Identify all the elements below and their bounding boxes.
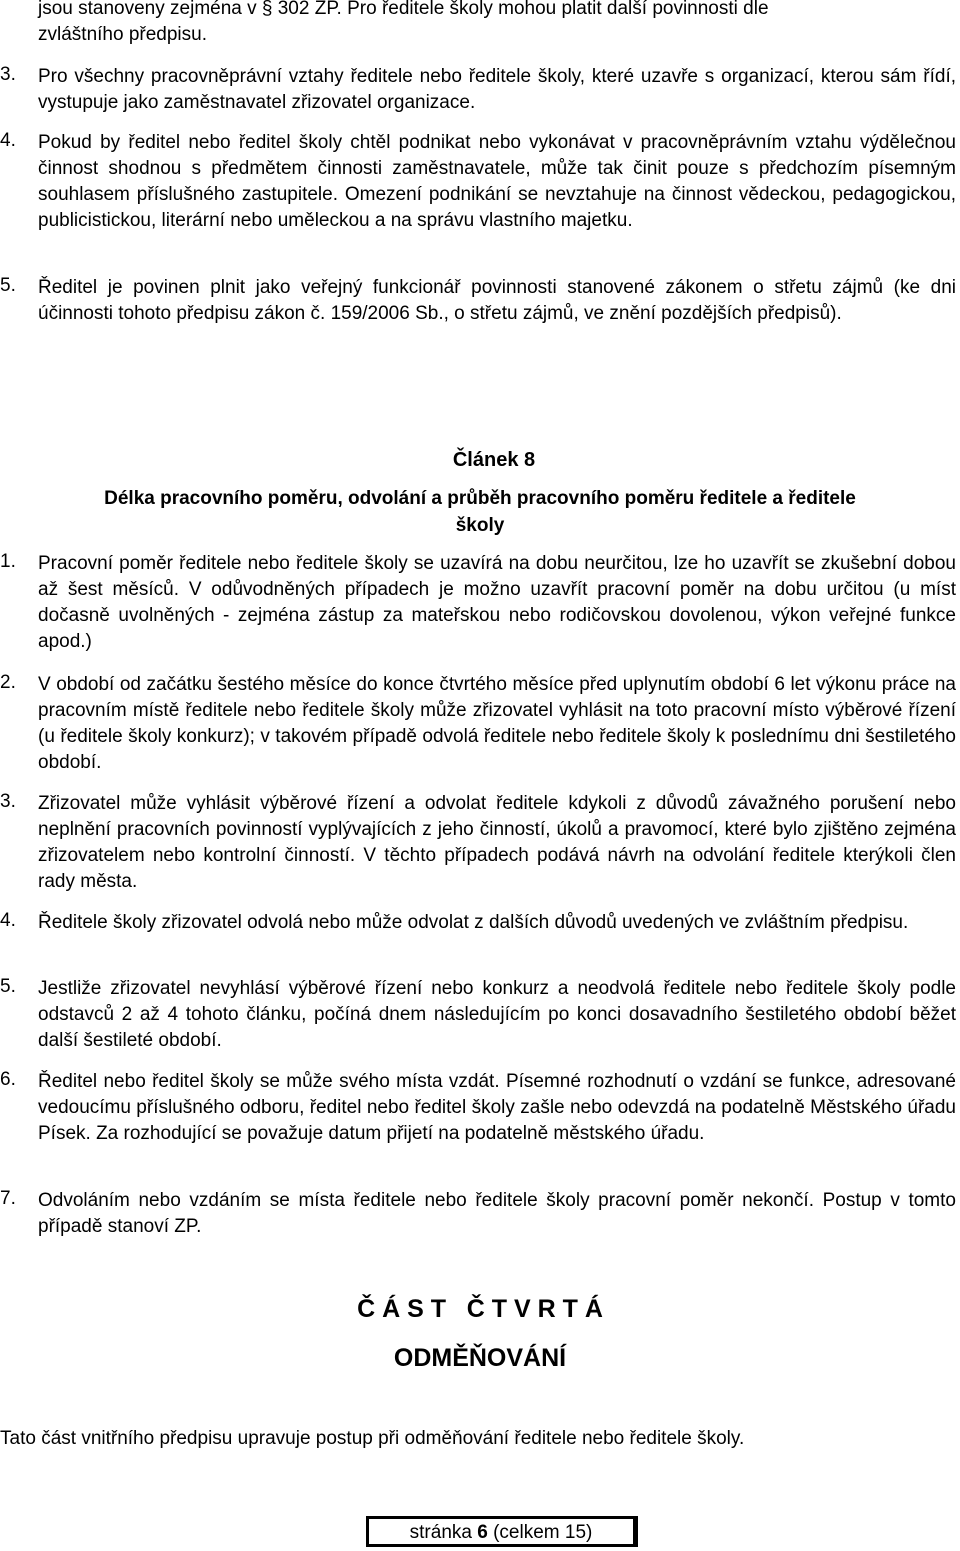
item-number: 4. xyxy=(0,910,16,931)
item-text: Pracovní poměr ředitele nebo ředitele školy se uzavírá na dobu neurčitou, lze ho uzavřít se zkušební dobou až šest měsíců. V odůvodněných případech je možno uzavřít pracovní poměr na dobu určitou (u míst dočasně uvolněných - zejména zástup za mateřskou nebo rodičovskou dovolenou, výkon veřejné funkce apod.) xyxy=(38,553,956,652)
item-number: 3. xyxy=(0,64,16,85)
article-subtitle-line-1: Délka pracovního poměru, odvolání a průběh pracovního poměru ředitele a ředitele xyxy=(104,488,856,509)
item-text: Pokud by ředitel nebo ředitel školy chtěl podnikat nebo vykonávat v pracovněprávním vztahu výdělečnou činnost shodnou s předmětem činnosti zaměstnavatele, může tak činit pouze s předchozím písemným souhlasem příslušného zastupitele. Omezení podnikání se nevztahuje na činnost vědeckou, pedagogickou, publicistickou, literární nebo uměleckou a na správu vlastního majetku. xyxy=(38,132,956,231)
item-number: 7. xyxy=(0,1188,16,1209)
item-text: Ředitel nebo ředitel školy se může svého místa vzdát. Písemné rozhodnutí o vzdání se funkce, adresované vedoucímu příslušného odboru, ředitel nebo ředitel školy zašle nebo odevzdá na podatelně Městského úřadu Písek. Za rozhodující se považuje datum přijetí na podatelně městského úřadu. xyxy=(38,1071,956,1144)
item-number: 5. xyxy=(0,275,16,296)
footer-prefix: stránka xyxy=(409,1522,478,1543)
item-number: 6. xyxy=(0,1069,16,1090)
paragraph-fragment xyxy=(38,0,956,48)
item-text: Odvoláním nebo vzdáním se místa ředitele nebo ředitele školy pracovní poměr nekončí. Postup v tomto případě stanoví ZP. xyxy=(38,1190,956,1237)
fragment-line-2: zvláštního předpisu. xyxy=(38,24,207,45)
footer-suffix: (celkem 15) xyxy=(487,1522,593,1543)
item-text: V období od začátku šestého měsíce do konce čtvrtého měsíce před uplynutím období 6 let výkonu práce na pracovním místě ředitele nebo ředitele školy může zřizovatel vyhlásit na toto pracovní místo výběrové řízení (u ředitele školy konkurz); v takovém případě odvolá ředitele nebo ředitele školy k poslednímu dni šestiletého období. xyxy=(38,674,956,773)
fragment-line-1: jsou stanoveny zejména v § 302 ZP. Pro ředitele školy mohou platit další povinnosti dle xyxy=(38,0,769,19)
item-text: Jestliže zřizovatel nevyhlásí výběrové řízení nebo konkurz a neodvolá ředitele nebo ředitele školy podle odstavců 2 až 4 tohoto článku, počíná dnem následujícím po konci dosavadního šestiletého období běžet další šestileté období. xyxy=(38,978,956,1051)
item-text: Zřizovatel může vyhlásit výběrové řízení a odvolat ředitele kdykoli z důvodů závažného porušení nebo neplnění pracovních povinností vyplývajících z jeho činností, úkolů a pravomocí, které bylo zjištěno zejména zřizovatelem nebo kontrolní činností. V těchto případech podává návrh na odvolání ředitele kterýkoli člen rady města. xyxy=(38,793,956,892)
item-number: 5. xyxy=(0,976,16,997)
item-number: 1. xyxy=(0,551,16,572)
page-footer xyxy=(366,1516,638,1547)
article-subtitle-line-2: školy xyxy=(455,515,505,536)
item-number: 3. xyxy=(0,791,16,812)
item-text: Ředitele školy zřizovatel odvolá nebo může odvolat z dalších důvodů uvedených ve zvláštním předpisu. xyxy=(38,912,909,933)
part-intro: Tato část vnitřního předpisu upravuje postup při odměňování ředitele nebo ředitele školy. xyxy=(0,1428,745,1449)
item-text: Ředitel je povinen plnit jako veřejný funkcionář povinnosti stanovené zákonem o střetu zájmů (ke dni účinnosti tohoto předpisu zákon č. 159/2006 Sb., o střetu zájmů, ve znění pozdějších předpisů). xyxy=(38,277,956,324)
article-title: Článek 8 xyxy=(452,449,536,471)
item-number: 4. xyxy=(0,130,16,151)
footer-page-number: 6 xyxy=(477,1522,488,1543)
item-text: Pro všechny pracovněprávní vztahy ředitele nebo ředitele školy, které uzavře s organizací, kterou sám řídí, vystupuje jako zaměstnavatel zřizovatel organizace. xyxy=(38,66,956,113)
part-title: Č Á S T Č T V R T Á xyxy=(357,1295,603,1323)
item-number: 2. xyxy=(0,672,16,693)
article-subtitle xyxy=(0,485,960,539)
part-subtitle: ODMĚŇOVÁNÍ xyxy=(393,1344,567,1372)
